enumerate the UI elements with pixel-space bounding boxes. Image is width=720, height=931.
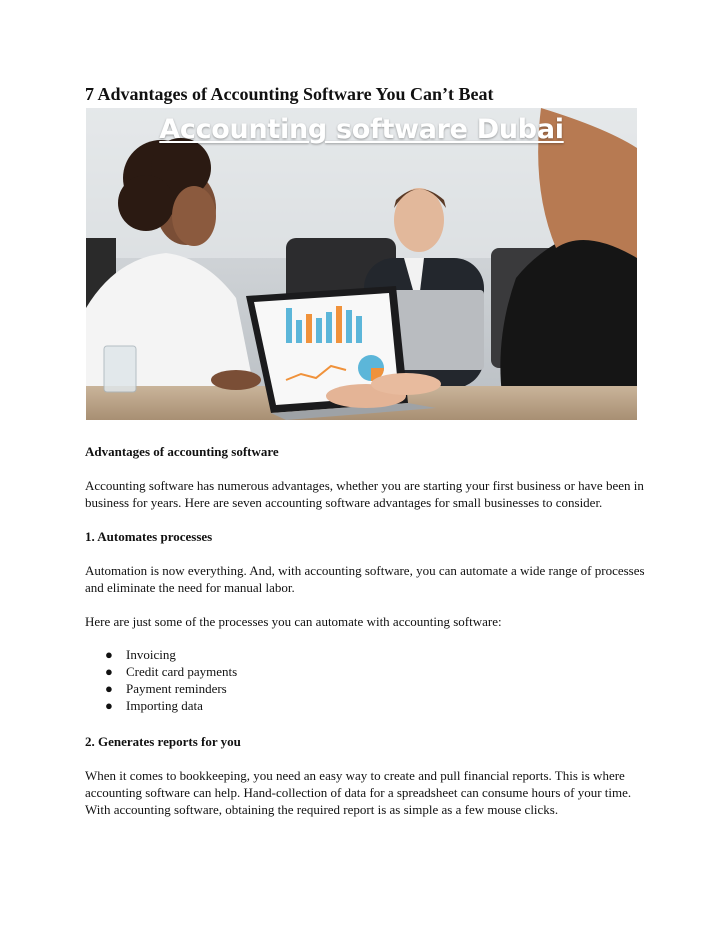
item2-paragraph: When it comes to bookkeeping, you need an easy way to create and pull financial reports. This is where accounting software can help. Hand-collection of data for a spreadsheet can consume hours of your time. With accounting software, obtaining the required report is as simple as a few mouse clicks. [85, 768, 632, 817]
intro-paragraph: Accounting software has numerous advantages, whether you are starting your first business or have been in business for years. Here are seven accounting software advantages for small businesses to consider. [85, 478, 644, 510]
section-heading: Advantages of accounting software [85, 444, 279, 459]
list-item: ● Importing data [105, 698, 203, 713]
process-list [85, 646, 237, 714]
document-title: 7 Advantages of Accounting Software You Can’t Beat [85, 84, 494, 104]
bullet-icon: ● [105, 647, 113, 662]
bullet-icon: ● [105, 664, 113, 679]
list-item: ● Payment reminders [105, 681, 227, 696]
item1-heading: 1. Automates processes [85, 529, 213, 544]
hero-caption: Accounting software Dubai [159, 114, 564, 145]
bullet-icon: ● [105, 681, 113, 696]
meeting-photo-illustration [86, 108, 637, 420]
list-item: ● Invoicing [105, 647, 176, 662]
bullet-icon: ● [105, 698, 113, 713]
hero-image [86, 108, 637, 420]
list-item: ● Credit card payments [105, 664, 238, 679]
item2-heading: 2. Generates reports for you [85, 734, 241, 749]
item1-lead: Here are just some of the processes you can automate with accounting software: [85, 614, 502, 629]
item1-paragraph: Automation is now everything. And, with accounting software, you can automate a wide range of processes and eliminate the need for manual labor. [85, 563, 645, 595]
